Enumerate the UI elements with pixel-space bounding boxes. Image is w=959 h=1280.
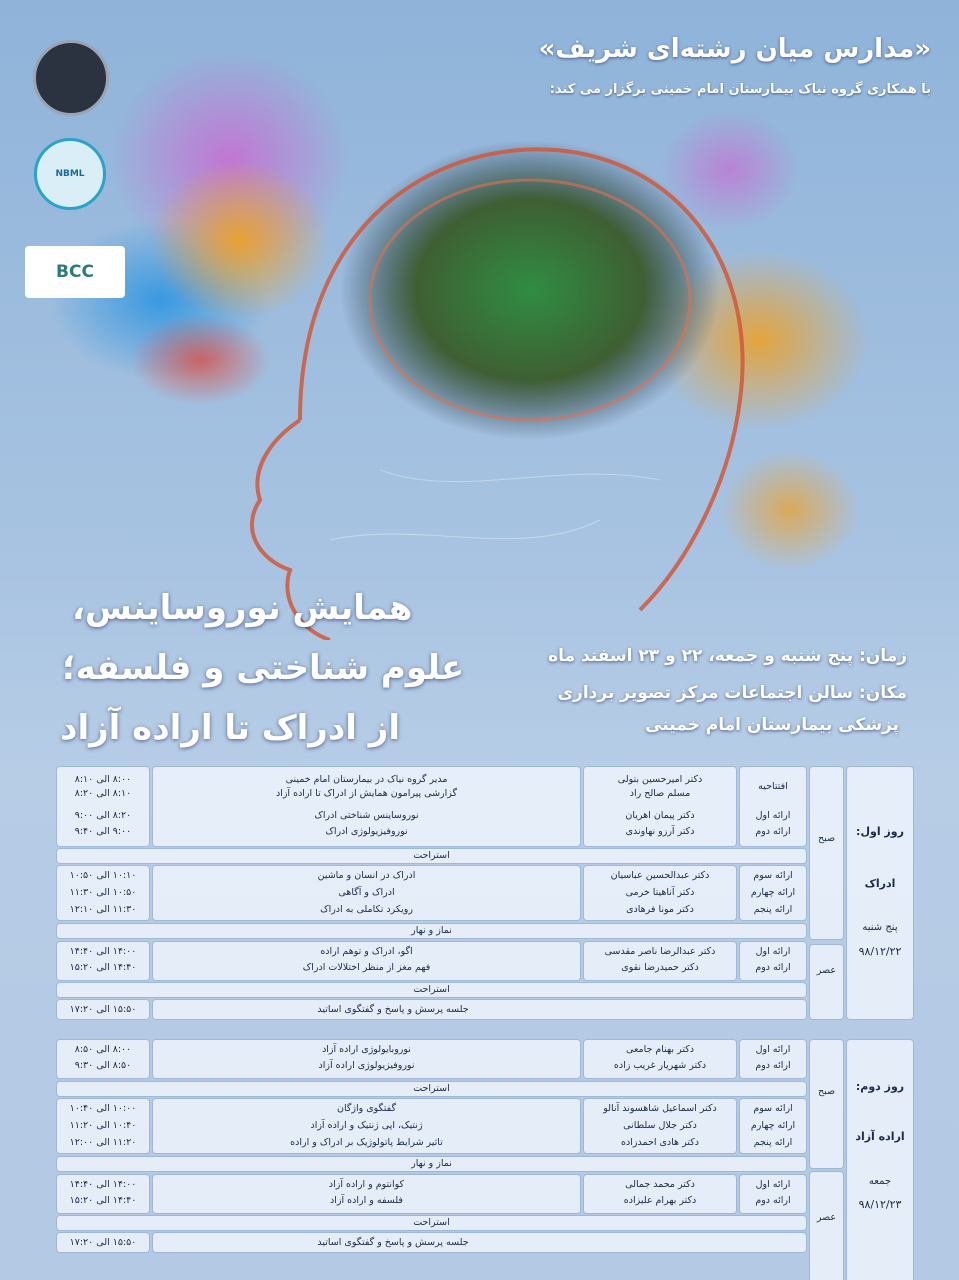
day1-m2-topic-1: ادراک و آگاهی xyxy=(338,887,395,898)
day1-m2-time-0: ۱۰:۱۰ الی ۱۰:۵۰ xyxy=(69,870,137,881)
day1-m2-time-1: ۱۰:۵۰ الی ۱۱:۳۰ xyxy=(69,887,137,898)
day2-a-speaker-1: دکتر بهرام علیزاده xyxy=(623,1195,697,1206)
day1-break1-row xyxy=(57,849,806,863)
day1-m1-topic-cell xyxy=(153,767,580,846)
day1-a-topic-0: اگو، ادراک و توهم اراده xyxy=(320,946,413,957)
day1-m1-speaker-2: دکتر پیمان اهریان xyxy=(625,810,695,821)
day2-m1-role-1: ارائه دوم xyxy=(755,1060,791,1071)
conference-title-line3: از ادراک تا اراده آزاد xyxy=(60,708,400,748)
day2-m2-speaker-1: دکتر جلال سلطانی xyxy=(623,1120,697,1131)
day1-m1-role-2: ارائه اول xyxy=(755,810,791,821)
day1-weekday: پنج شنبه xyxy=(862,922,898,933)
day2-label: روز دوم: xyxy=(855,1080,905,1093)
day2-morning-label: صبح xyxy=(817,1086,836,1097)
day1-break1-label: استراحت xyxy=(413,850,450,861)
day1-m2-topic-0: ادراک در انسان و ماشین xyxy=(317,870,416,881)
day1-m1-time-1: ۸:۱۰ الی ۸:۲۰ xyxy=(74,788,132,799)
organizer-subtitle: با همکاری گروه نیاک بیمارستان امام خمینی برگزار می کند: xyxy=(549,82,931,97)
day2-break2-label: استراحت xyxy=(413,1217,450,1228)
day2-a-topic-cell xyxy=(153,1175,580,1213)
day2-a-speaker-cell xyxy=(584,1175,736,1213)
day1-qa-topic-cell xyxy=(153,1000,806,1019)
day1-m1-role-0: افتتاحیه xyxy=(758,781,788,792)
day1-m1-topic-2: نوروساینس شناختی ادراک xyxy=(314,810,419,821)
day1-info-cell xyxy=(847,767,913,1019)
day1-m1-time-2: ۸:۲۰ الی ۹:۰۰ xyxy=(74,810,132,821)
event-place-line1: مکان: سالن اجتماعات مرکز تصویر برداری xyxy=(557,683,907,703)
day1-break2-label: استراحت xyxy=(413,984,450,995)
day2-weekday: جمعه xyxy=(868,1176,892,1187)
day1-a-time-cell xyxy=(57,942,149,980)
day1-break2-row xyxy=(57,983,806,997)
day2-m1-time-0: ۸:۰۰ الی ۸:۵۰ xyxy=(74,1044,132,1055)
day2-m1-time-1: ۸:۵۰ الی ۹:۳۰ xyxy=(74,1060,132,1071)
day1-a-speaker-cell xyxy=(584,942,736,980)
day1-afternoon-label: عصر xyxy=(816,965,837,976)
day1-a-role-1: ارائه دوم xyxy=(755,962,791,973)
day2-afternoon-cell xyxy=(810,1172,843,1280)
day2-a-time-cell xyxy=(57,1175,149,1213)
day1-a-topic-1: فهم مغز از منظر اختلالات ادراک xyxy=(302,962,431,973)
day1-a-role-0: ارائه اول xyxy=(755,946,791,957)
day1-afternoon-cell xyxy=(810,945,843,1019)
day1-a-topic-cell xyxy=(153,942,580,980)
day1-morning-label: صبح xyxy=(817,833,836,844)
day1-m1-topic-0: مدیر گروه نیاک در بیمارستان امام خمینی xyxy=(285,774,448,785)
day2-date: ۹۸/۱۲/۲۳ xyxy=(858,1198,902,1211)
brain-head-logo-icon xyxy=(33,40,109,116)
day1-m1-speaker-1: مسلم صالح راد xyxy=(629,788,691,799)
day1-m2-speaker-1: دکتر آناهیتا خرمی xyxy=(625,887,695,898)
day2-a-time-1: ۱۴:۴۰ الی ۱۵:۲۰ xyxy=(69,1195,137,1206)
day1-date: ۹۸/۱۲/۲۲ xyxy=(858,945,902,958)
day1-a-speaker-0: دکتر عبدالرضا ناصر مقدسی xyxy=(604,946,716,957)
day2-qa-time-cell xyxy=(57,1233,149,1252)
day1-m2-role-cell xyxy=(740,866,806,920)
day1-a-role-cell xyxy=(740,942,806,980)
day1-m2-speaker-0: دکتر عبدالحسین عباسیان xyxy=(610,870,710,881)
day2-m2-topic-0: گفتگوی واژگان xyxy=(336,1103,396,1114)
day2-m1-topic-0: نوروبایولوژی اراده آزاد xyxy=(322,1044,411,1055)
day2-m2-topic-2: تاثیر شرایط پاتولوژیک بر ادراک و اراده xyxy=(290,1137,443,1148)
nbml-logo-label: NBML xyxy=(55,169,85,179)
day1-m2-speaker-2: دکتر مونا فرهادی xyxy=(626,904,694,915)
day2-a-time-0: ۱۴:۰۰ الی ۱۴:۴۰ xyxy=(69,1179,137,1190)
day2-a-topic-0: کوانتوم و اراده آزاد xyxy=(328,1179,405,1190)
day1-m1-time-3: ۹:۰۰ الی ۹:۴۰ xyxy=(74,826,132,837)
day2-a-topic-1: فلسفه و اراده آزاد xyxy=(330,1195,403,1206)
day2-a-role-1: ارائه دوم xyxy=(755,1195,791,1206)
day2-m2-topic-1: ژنتیک، اپی ژنتیک و اراده آزاد xyxy=(310,1120,423,1131)
day2-m2-time-0: ۱۰:۰۰ الی ۱۰:۴۰ xyxy=(69,1103,137,1114)
nbml-logo xyxy=(34,138,106,210)
day2-lunch-label: نماز و نهار xyxy=(411,1158,452,1169)
day1-morning-cell xyxy=(810,767,843,939)
day2-m2-role-2: ارائه پنجم xyxy=(753,1137,793,1148)
event-time: زمان: پنج شنبه و جمعه، ۲۲ و ۲۳ اسفند ماه xyxy=(548,646,907,666)
day1-m1-role-3: ارائه دوم xyxy=(755,826,791,837)
day1-qa-time-cell xyxy=(57,1000,149,1019)
event-place-line2: پزشکی بیمارستان امام خمینی xyxy=(645,715,899,735)
day2-break2-row xyxy=(57,1216,806,1230)
day2-m1-topic-cell xyxy=(153,1040,580,1078)
day2-afternoon-label: عصر xyxy=(816,1212,837,1223)
day1-m2-speaker-cell xyxy=(584,866,736,920)
day1-m1-speaker-cell xyxy=(584,767,736,846)
day2-m1-time-cell xyxy=(57,1040,149,1078)
day1-m2-topic-cell xyxy=(153,866,580,920)
day2-break1-label: استراحت xyxy=(413,1083,450,1094)
day2-m2-time-1: ۱۰:۴۰ الی ۱۱:۲۰ xyxy=(69,1120,137,1131)
day2-m2-speaker-0: دکتر اسماعیل شاهسوند آنالو xyxy=(603,1103,717,1114)
day2-lunch-row xyxy=(57,1157,806,1171)
day1-m2-role-2: ارائه پنجم xyxy=(753,904,793,915)
day2-m1-topic-1: نوروفیزیولوژی اراده آزاد xyxy=(318,1060,415,1071)
day2-qa-topic-cell xyxy=(153,1233,806,1252)
day2-m2-topic-cell xyxy=(153,1099,580,1153)
day2-m2-speaker-cell xyxy=(584,1099,736,1153)
day2-m1-speaker-cell xyxy=(584,1040,736,1078)
day1-m2-role-1: ارائه چهارم xyxy=(750,887,796,898)
day2-m2-time-2: ۱۱:۲۰ الی ۱۲:۰۰ xyxy=(69,1137,137,1148)
day2-m1-speaker-0: دکتر بهنام جامعی xyxy=(626,1044,694,1055)
day2-break1-row xyxy=(57,1082,806,1096)
day2-theme: اراده آزاد xyxy=(855,1130,905,1143)
day1-m1-topic-3: نوروفیزیولوژی ادراک xyxy=(325,826,408,837)
day2-morning-cell xyxy=(810,1040,843,1168)
day1-a-speaker-1: دکتر حمیدرضا نقوی xyxy=(621,962,699,973)
day2-m2-speaker-2: دکتر هادی احمدزاده xyxy=(621,1137,699,1148)
day1-m1-speaker-0: دکتر امیرحسین بتولی xyxy=(617,774,703,785)
day2-m1-speaker-1: دکتر شهریار غریب زاده xyxy=(613,1060,707,1071)
school-title: «مدارس میان رشته‌ای شریف» xyxy=(538,34,931,64)
day1-m2-time-cell xyxy=(57,866,149,920)
day2-m2-role-1: ارائه چهارم xyxy=(750,1120,796,1131)
day1-a-time-0: ۱۴:۰۰ الی ۱۴:۴۰ xyxy=(69,946,137,957)
day1-m1-topic-1: گزارشی پیرامون همایش از ادراک تا اراده آزاد xyxy=(275,788,458,799)
day1-theme: ادراک xyxy=(864,877,896,890)
day1-m1-speaker-3: دکتر آرزو نهاوندی xyxy=(625,826,695,837)
day2-qa-topic: جلسه پرسش و پاسخ و گفتگوی اساتید xyxy=(317,1237,469,1248)
day1-lunch-label: نماز و نهار xyxy=(411,925,452,936)
day1-label: روز اول: xyxy=(856,825,904,838)
day2-m1-role-cell xyxy=(740,1040,806,1078)
day2-m2-role-0: ارائه سوم xyxy=(753,1103,793,1114)
day1-m2-topic-2: رویکرد تکاملی به ادراک xyxy=(320,904,413,915)
day1-m1-role-cell xyxy=(740,767,806,846)
day2-a-speaker-0: دکتر محمد جمالی xyxy=(625,1179,695,1190)
day1-m1-time-0: ۸:۰۰ الی ۸:۱۰ xyxy=(74,774,132,785)
day2-a-role-cell xyxy=(740,1175,806,1213)
day1-m2-role-0: ارائه سوم xyxy=(753,870,793,881)
bcc-logo xyxy=(25,246,125,298)
day1-qa-topic: جلسه پرسش و پاسخ و گفتگوی اساتید xyxy=(317,1004,469,1015)
day2-a-role-0: ارائه اول xyxy=(755,1179,791,1190)
day1-lunch-row xyxy=(57,924,806,938)
day2-m2-time-cell xyxy=(57,1099,149,1153)
conference-title-line1: همایش نوروساینس، xyxy=(72,588,413,628)
day2-m1-role-0: ارائه اول xyxy=(755,1044,791,1055)
conference-title-line2: علوم شناختی و فلسفه؛ xyxy=(62,648,465,688)
day1-m2-time-2: ۱۱:۳۰ الی ۱۲:۱۰ xyxy=(69,904,137,915)
day2-qa-time: ۱۵:۵۰ الی ۱۷:۲۰ xyxy=(69,1237,137,1248)
day2-info-cell xyxy=(847,1040,913,1280)
bcc-logo-label: BCC xyxy=(56,262,94,282)
day1-qa-time: ۱۵:۵۰ الی ۱۷:۲۰ xyxy=(69,1004,137,1015)
day1-a-time-1: ۱۴:۴۰ الی ۱۵:۲۰ xyxy=(69,962,137,973)
day1-m1-time-cell xyxy=(57,767,149,846)
day2-m2-role-cell xyxy=(740,1099,806,1153)
